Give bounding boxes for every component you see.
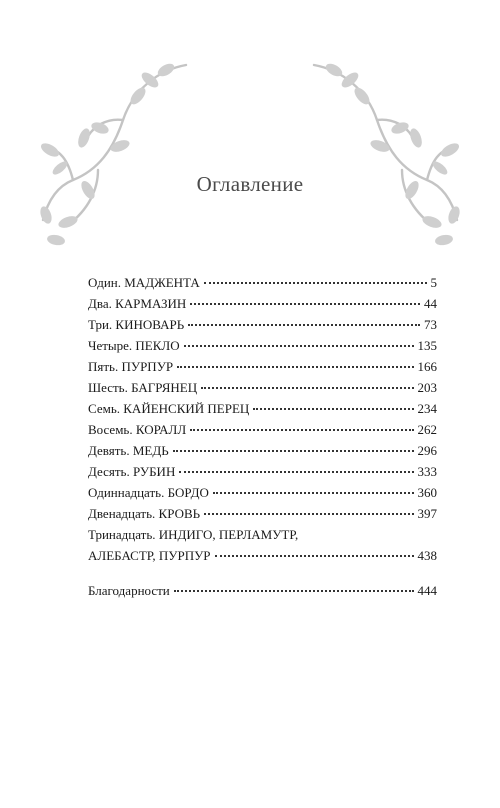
page-title: Оглавление (196, 172, 304, 196)
dot-leader (174, 590, 414, 592)
dot-leader (204, 282, 427, 284)
right-vine-ornament (312, 50, 462, 250)
chapter-number: Два. (88, 296, 112, 311)
page-number: 73 (424, 317, 437, 332)
dot-leader (201, 387, 413, 389)
chapter-number: Девять. (88, 443, 130, 458)
chapter-title: МЕДЬ (132, 443, 169, 458)
toc-entry[interactable] (88, 524, 437, 566)
toc-entry[interactable] (88, 314, 437, 335)
dot-leader (190, 303, 420, 305)
chapter-title: ПУРПУР (121, 359, 174, 374)
toc-entry[interactable] (88, 377, 437, 398)
toc-entry[interactable] (88, 461, 437, 482)
chapter-number: Одиннадцать. (88, 485, 165, 500)
chapter-title: КОРАЛЛ (135, 422, 187, 437)
chapter-number: Десять. (88, 464, 130, 479)
dot-leader (177, 366, 413, 368)
chapter-number: Двенадцать. (88, 506, 156, 521)
dot-leader (215, 555, 414, 557)
left-vine-ornament (38, 50, 188, 250)
chapter-number: Пять. (88, 359, 119, 374)
toc-entry[interactable] (88, 335, 437, 356)
toc-entry[interactable] (88, 293, 437, 314)
page-number: 262 (417, 422, 437, 437)
chapter-title: БАГРЯНЕЦ (131, 380, 198, 395)
chapter-title-continued: АЛЕБАСТР, ПУРПУР (88, 548, 211, 563)
page-number: 203 (417, 380, 437, 395)
table-of-contents (88, 272, 437, 601)
toc-entry[interactable] (88, 440, 437, 461)
chapter-number: Восемь. (88, 422, 133, 437)
dot-leader (204, 513, 413, 515)
page-number: 135 (417, 338, 437, 353)
chapter-title: МАДЖЕНТА (124, 275, 200, 290)
page-number: 397 (417, 506, 437, 521)
dot-leader (184, 345, 414, 347)
page-number: 333 (417, 464, 437, 479)
chapter-title: РУБИН (132, 464, 176, 479)
dot-leader (173, 450, 414, 452)
page-number: 296 (417, 443, 437, 458)
toc-entry[interactable] (88, 482, 437, 503)
page-number: 438 (417, 548, 437, 563)
acknowledgements-label: Благодарности (88, 583, 170, 598)
dot-leader (188, 324, 420, 326)
page-number: 166 (417, 359, 437, 374)
page-number: 360 (417, 485, 437, 500)
chapter-title: БОРДО (167, 485, 209, 500)
toc-entry-acknowledgements[interactable] (88, 580, 437, 601)
page-number: 444 (417, 583, 437, 598)
toc-entry[interactable] (88, 419, 437, 440)
chapter-title: КИНОВАРЬ (115, 317, 185, 332)
dot-leader (213, 492, 414, 494)
dot-leader (190, 429, 413, 431)
chapter-number: Шесть. (88, 380, 128, 395)
page-number: 234 (417, 401, 437, 416)
chapter-title: КАРМАЗИН (115, 296, 187, 311)
chapter-number: Четыре. (88, 338, 133, 353)
page-number: 5 (430, 275, 437, 290)
toc-entry[interactable] (88, 503, 437, 524)
chapter-number: Три. (88, 317, 113, 332)
chapter-number: Один. (88, 275, 121, 290)
chapter-title: КАЙЕНСКИЙ ПЕРЕЦ (123, 401, 250, 416)
chapter-title: ИНДИГО, ПЕРЛАМУТР, (158, 527, 299, 542)
chapter-number: Семь. (88, 401, 121, 416)
page-number: 44 (424, 296, 437, 311)
dot-leader (179, 471, 413, 473)
chapter-title: КРОВЬ (158, 506, 201, 521)
chapter-title: ПЕКЛО (135, 338, 180, 353)
toc-entry[interactable] (88, 272, 437, 293)
dot-leader (253, 408, 413, 410)
chapter-number: Тринадцать. (88, 527, 156, 542)
toc-entry[interactable] (88, 398, 437, 419)
toc-entry[interactable] (88, 356, 437, 377)
